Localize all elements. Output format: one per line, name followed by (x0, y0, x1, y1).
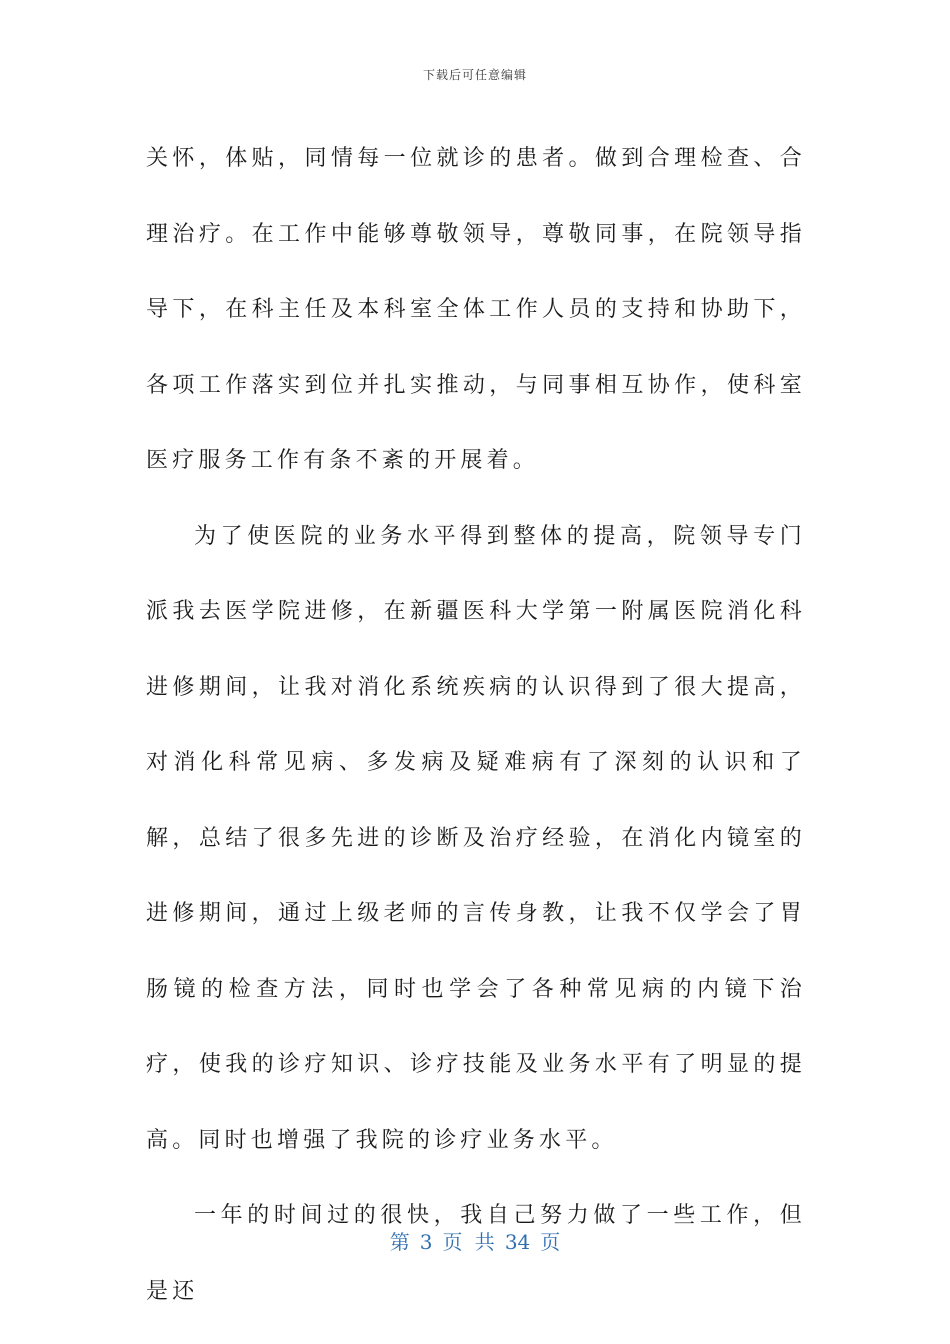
paragraph-2: 为了使医院的业务水平得到整体的提高，院领导专门派我去医学院进修，在新疆医科大学第一附属医院消化科进修期间，让我对消化系统疾病的认识得到了很大提高，对消化科常见病、多发病及疑难病有了深刻的认识和了解，总结了很多先进的诊断及治疗经验，在消化内镜室的进修期间，通过上级老师的言传身教，让我不仅学会了胃肠镜的检查方法，同时也学会了各种常见病的内镜下治疗，使我的诊疗知识、诊疗技能及业务水平有了明显的提高。同时也增强了我院的诊疗业务水平。 (146, 523, 806, 1153)
paragraph-3: 一年的时间过的很快，我自己努力做了一些工作，但是还 (146, 1203, 806, 1304)
header-text: 下载后可任意编辑 (422, 68, 527, 82)
current-page-number: 3 (419, 1230, 433, 1254)
page-label-prefix: 第 (389, 1230, 410, 1254)
page-footer (0, 1226, 950, 1255)
paragraph-1: 关怀，体贴，同情每一位就诊的患者。做到合理检查、合理治疗。在工作中能够尊敬领导，尊敬同事，在院领导指导下，在科主任及本科室全体工作人员的支持和协助下，各项工作落实到位并扎实推动，与同事相互协作，使科室医疗服务工作有条不紊的开展着。 (146, 146, 806, 473)
total-pages-number: 34 (504, 1230, 531, 1254)
page-header (0, 66, 950, 83)
page-label-mid: 页 共 (442, 1230, 495, 1254)
page-label-suffix: 页 (540, 1230, 561, 1254)
document-body (146, 121, 806, 1329)
